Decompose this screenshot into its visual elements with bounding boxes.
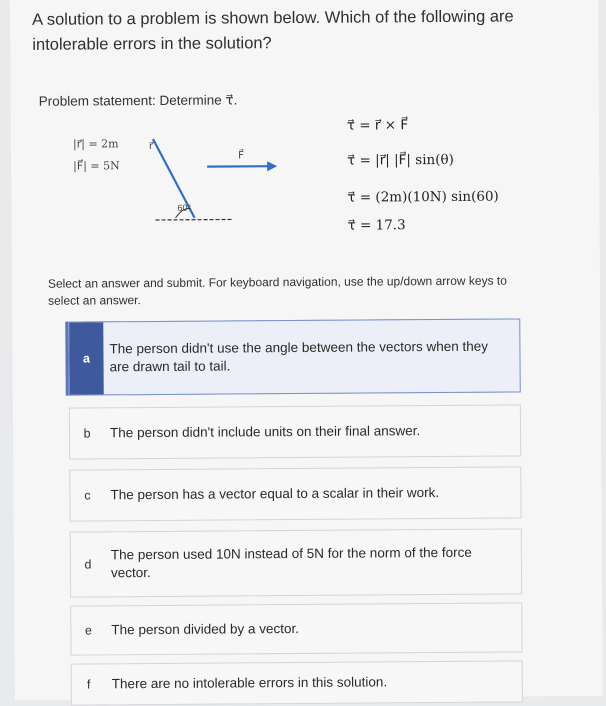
option-text: The person didn't use the angle between the vectors when they are drawn tail to tail. (109, 320, 509, 395)
option-letter: f (72, 664, 106, 704)
option-letter: e (71, 606, 105, 654)
option-text: There are no intolerable errors in this solution. (112, 662, 512, 705)
f-vector-label: F⃗ (238, 150, 244, 161)
question-text: A solution to a problem is shown below. Which of the following are intolerable errors in the solution? (32, 4, 552, 58)
answer-option-d[interactable] (70, 528, 522, 597)
angle-label: 60° (177, 203, 191, 213)
f-magnitude-label: |F⃗| = 5N (73, 159, 120, 172)
question-page (10, 0, 603, 700)
option-letter: c (70, 470, 104, 520)
problem-figure (51, 114, 552, 247)
answer-option-a[interactable] (68, 318, 521, 395)
option-letter: b (70, 408, 104, 458)
solution-line-1: τ⃗ = r⃗ × F⃗ (347, 117, 408, 133)
option-text: The person has a vector equal to a scalar in their work. (110, 468, 510, 521)
vector-diagram (51, 116, 352, 248)
r-magnitude-label: |r⃗| = 2m (73, 137, 119, 150)
answer-option-e[interactable] (70, 602, 522, 655)
option-text: The person divided by a vector. (111, 604, 511, 655)
answer-option-c[interactable] (69, 466, 521, 521)
option-text: The person used 10N instead of 5N for the norm of the force vector. (111, 530, 511, 597)
r-vector-label: r⃗ (149, 141, 153, 152)
problem-statement-label: Problem statement: Determine τ⃗. (39, 92, 238, 109)
f-vector-arrowhead (267, 161, 277, 171)
option-letter: d (71, 532, 105, 596)
option-letter: a (69, 322, 104, 394)
answer-option-f[interactable] (71, 660, 523, 705)
instructions-text: Select an answer and submit. For keyboard navigation, use the up/down arrow keys to select an answer. (48, 272, 528, 309)
answer-option-b[interactable] (69, 404, 521, 459)
option-text: The person didn't include units on their final answer. (110, 406, 510, 459)
solution-line-4: τ⃗ = 17.3 (348, 217, 406, 233)
solution-line-3: τ⃗ = (2m)(10N) sin(60) (347, 189, 499, 206)
dashed-reference-line (156, 219, 234, 220)
solution-line-2: τ⃗ = |r⃗| |F⃗| sin(θ) (347, 152, 454, 169)
